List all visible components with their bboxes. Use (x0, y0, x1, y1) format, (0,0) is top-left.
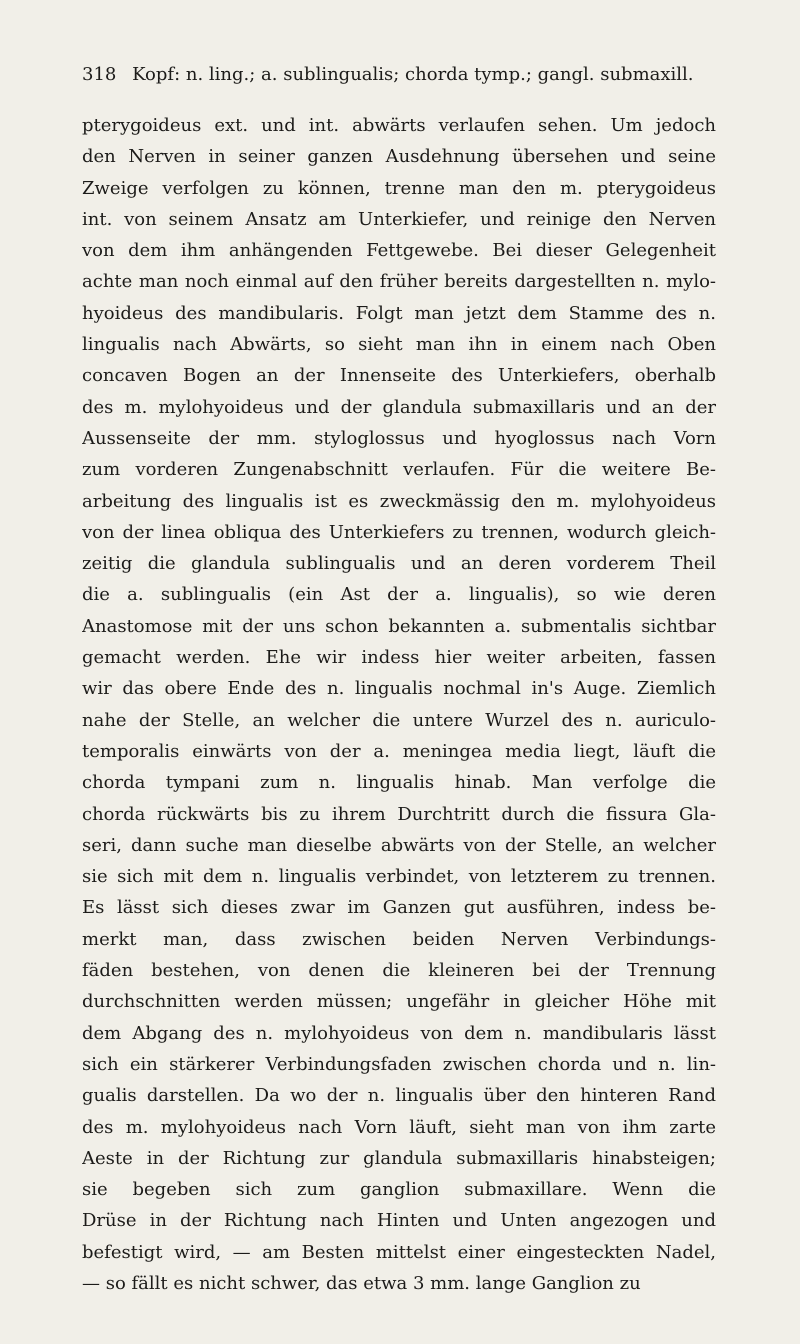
text-line: concaven Bogen an der Innenseite des Unterkiefers, oberhalb (82, 365, 716, 387)
text-line: chorda tympani zum n. lingualis hinab. Man verfolge die (82, 772, 716, 794)
text-line: gemacht werden. Ehe wir indess hier weiter arbeiten, fassen (82, 647, 716, 669)
text-line: die a. sublingualis (ein Ast der a. lingualis), so wie deren (82, 584, 716, 606)
text-line: sie begeben sich zum ganglion submaxillare. Wenn die (82, 1179, 716, 1201)
text-line: dem Abgang des n. mylohyoideus von dem n. mandibularis lässt (82, 1022, 716, 1044)
text-line: seri, dann suche man dieselbe abwärts von der Stelle, an welcher (82, 834, 716, 856)
body-text (82, 110, 716, 1299)
text-line: durchschnitten werden müssen; ungefähr in gleicher Höhe mit (82, 991, 716, 1013)
text-line: chorda rückwärts bis zu ihrem Durchtritt durch die fissura Gla- (82, 803, 716, 825)
text-line: zum vorderen Zungenabschnitt verlaufen. Für die weitere Be- (82, 459, 716, 481)
text-line: Anastomose mit der uns schon bekannten a. submentalis sichtbar (82, 615, 716, 637)
text-line: arbeitung des lingualis ist es zweckmässig den m. mylohyoideus (82, 490, 716, 512)
text-line: int. von seinem Ansatz am Unterkiefer, und reinige den Nerven (82, 208, 716, 230)
text-line: Es lässt sich dieses zwar im Ganzen gut ausführen, indess be- (82, 897, 716, 919)
text-line: zeitig die glandula sublingualis und an deren vorderem Theil (82, 553, 716, 575)
text-line: merkt man, dass zwischen beiden Nerven Verbindungs- (82, 928, 716, 950)
text-line: Zweige verfolgen zu können, trenne man den m. pterygoideus (82, 177, 716, 199)
text-line: des m. mylohyoideus und der glandula submaxillaris und an der (82, 396, 716, 418)
running-head: Kopf: n. ling.; a. sublingualis; chorda tymp.; gangl. submaxill. (132, 64, 694, 85)
text-line: sich ein stärkerer Verbindungsfaden zwischen chorda und n. lin- (82, 1053, 716, 1075)
text-line: — so fällt es nicht schwer, das etwa 3 mm. lange Ganglion zu (82, 1272, 641, 1294)
page-header (82, 60, 722, 90)
text-line: von dem ihm anhängenden Fettgewebe. Bei dieser Gelegenheit (82, 240, 716, 262)
text-line: Drüse in der Richtung nach Hinten und Unten angezogen und (82, 1210, 716, 1232)
text-line: befestigt wird, — am Besten mittelst einer eingesteckten Nadel, (82, 1241, 716, 1263)
text-line: Aussenseite der mm. styloglossus und hyoglossus nach Vorn (82, 427, 716, 449)
page-number: 318 (82, 64, 117, 85)
text-line: nahe der Stelle, an welcher die untere Wurzel des n. auriculo- (82, 709, 716, 731)
text-line: von der linea obliqua des Unterkiefers zu trennen, wodurch gleich- (82, 521, 716, 543)
text-line: den Nerven in seiner ganzen Ausdehnung übersehen und seine (82, 146, 716, 168)
text-line: lingualis nach Abwärts, so sieht man ihn in einem nach Oben (82, 334, 716, 356)
text-line: pterygoideus ext. und int. abwärts verlaufen sehen. Um jedoch (82, 115, 716, 136)
text-line: Aeste in der Richtung zur glandula submaxillaris hinabsteigen; (82, 1147, 716, 1169)
text-line: temporalis einwärts von der a. meningea media liegt, läuft die (82, 740, 716, 762)
text-line: des m. mylohyoideus nach Vorn läuft, sieht man von ihm zarte (82, 1116, 716, 1138)
text-line: fäden bestehen, von denen die kleineren bei der Trennung (82, 960, 716, 982)
text-line: achte man noch einmal auf den früher bereits dargestellten n. mylo- (82, 271, 716, 293)
text-line: hyoideus des mandibularis. Folgt man jetzt dem Stamme des n. (82, 302, 716, 324)
text-line: wir das obere Ende des n. lingualis nochmal in's Auge. Ziemlich (82, 678, 716, 700)
text-line: sie sich mit dem n. lingualis verbindet, von letzterem zu trennen. (82, 866, 716, 888)
text-line: gualis darstellen. Da wo der n. lingualis über den hinteren Rand (82, 1085, 716, 1107)
